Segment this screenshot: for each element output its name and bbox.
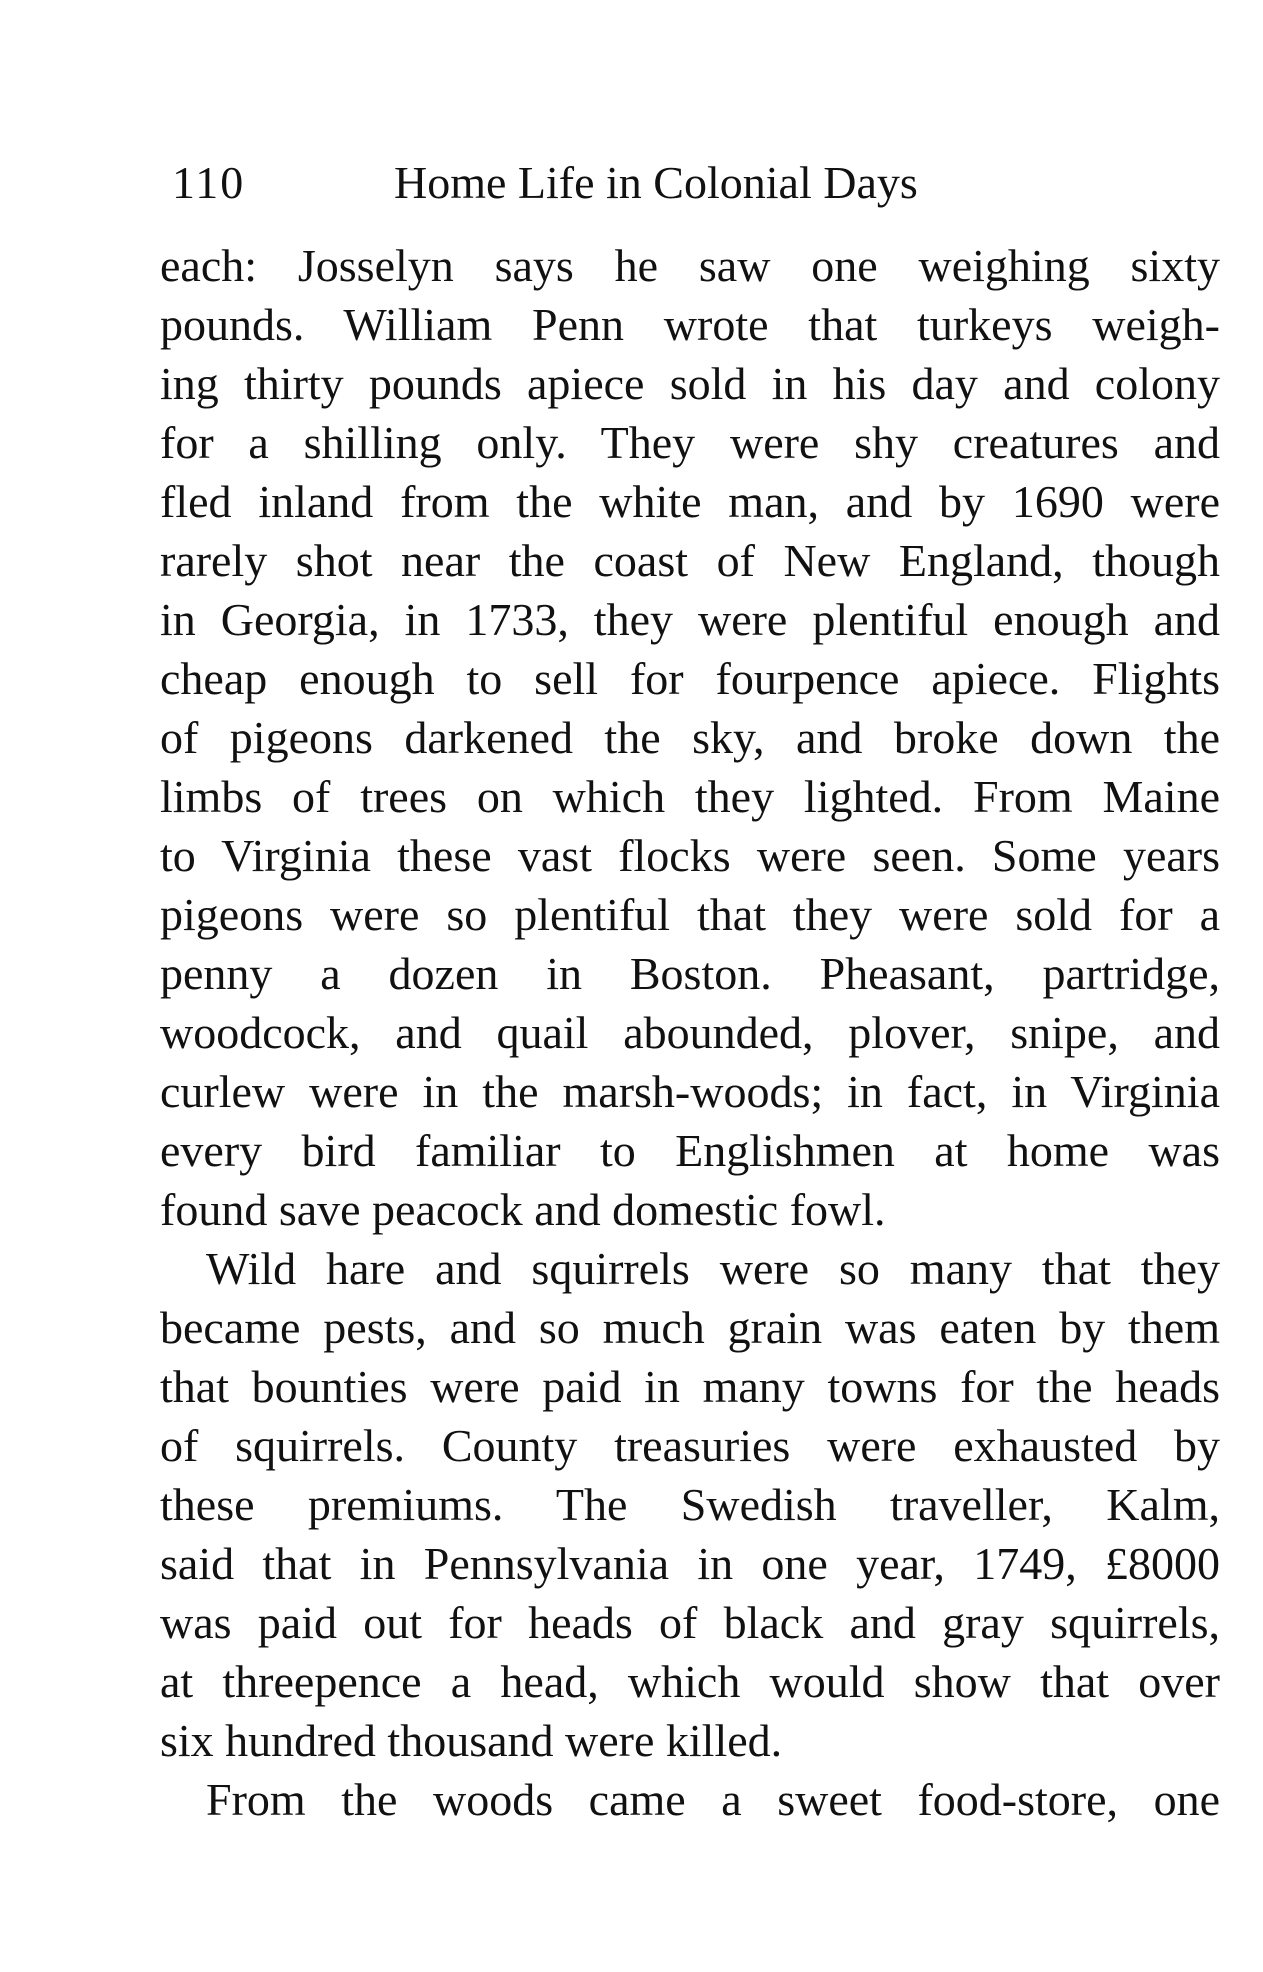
text-line: pounds. William Penn wrote that turkeys weigh- [160, 299, 1220, 350]
body-text [160, 236, 1220, 1829]
text-line: six hundred thousand were killed. [160, 1715, 783, 1766]
running-title: Home Life in Colonial Days [394, 157, 918, 208]
text-line: ing thirty pounds apiece sold in his day and colony [160, 358, 1220, 409]
text-line: became pests, and so much grain was eaten by them [160, 1302, 1220, 1353]
text-line: to Virginia these vast flocks were seen. Some years [160, 830, 1220, 881]
text-line: these premiums. The Swedish traveller, Kalm, [160, 1479, 1220, 1530]
text-line: every bird familiar to Englishmen at home was [160, 1125, 1220, 1176]
text-line: found save peacock and domestic fowl. [160, 1184, 886, 1235]
paragraph [160, 236, 1220, 1239]
page-header [172, 148, 1032, 218]
text-line: was paid out for heads of black and gray squirrels, [160, 1597, 1220, 1648]
text-line: From the woods came a sweet food-store, one [206, 1774, 1220, 1825]
text-line: pigeons were so plentiful that they were sold for a [160, 889, 1220, 940]
paragraph [160, 1770, 1220, 1829]
text-line: said that in Pennsylvania in one year, 1749, £8000 [160, 1538, 1220, 1589]
text-line: cheap enough to sell for fourpence apiece. Flights [160, 653, 1220, 704]
text-line: curlew were in the marsh-woods; in fact, in Virginia [160, 1066, 1220, 1117]
text-line: woodcock, and quail abounded, plover, snipe, and [160, 1007, 1220, 1058]
text-line: at threepence a head, which would show that over [160, 1656, 1220, 1707]
text-line: of squirrels. County treasuries were exhausted by [160, 1420, 1220, 1471]
text-line: each: Josselyn says he saw one weighing sixty [160, 240, 1220, 291]
page-number: 110 [172, 157, 246, 208]
text-line: that bounties were paid in many towns for the heads [160, 1361, 1220, 1412]
text-line: penny a dozen in Boston. Pheasant, partridge, [160, 948, 1220, 999]
text-line: of pigeons darkened the sky, and broke down the [160, 712, 1220, 763]
text-line: in Georgia, in 1733, they were plentiful enough and [160, 594, 1220, 645]
text-line: rarely shot near the coast of New England, though [160, 535, 1220, 586]
paragraph [160, 1239, 1220, 1770]
text-line: Wild hare and squirrels were so many that they [206, 1243, 1220, 1294]
text-line: limbs of trees on which they lighted. From Maine [160, 771, 1220, 822]
text-line: for a shilling only. They were shy creatures and [160, 417, 1220, 468]
text-line: fled inland from the white man, and by 1690 were [160, 476, 1220, 527]
